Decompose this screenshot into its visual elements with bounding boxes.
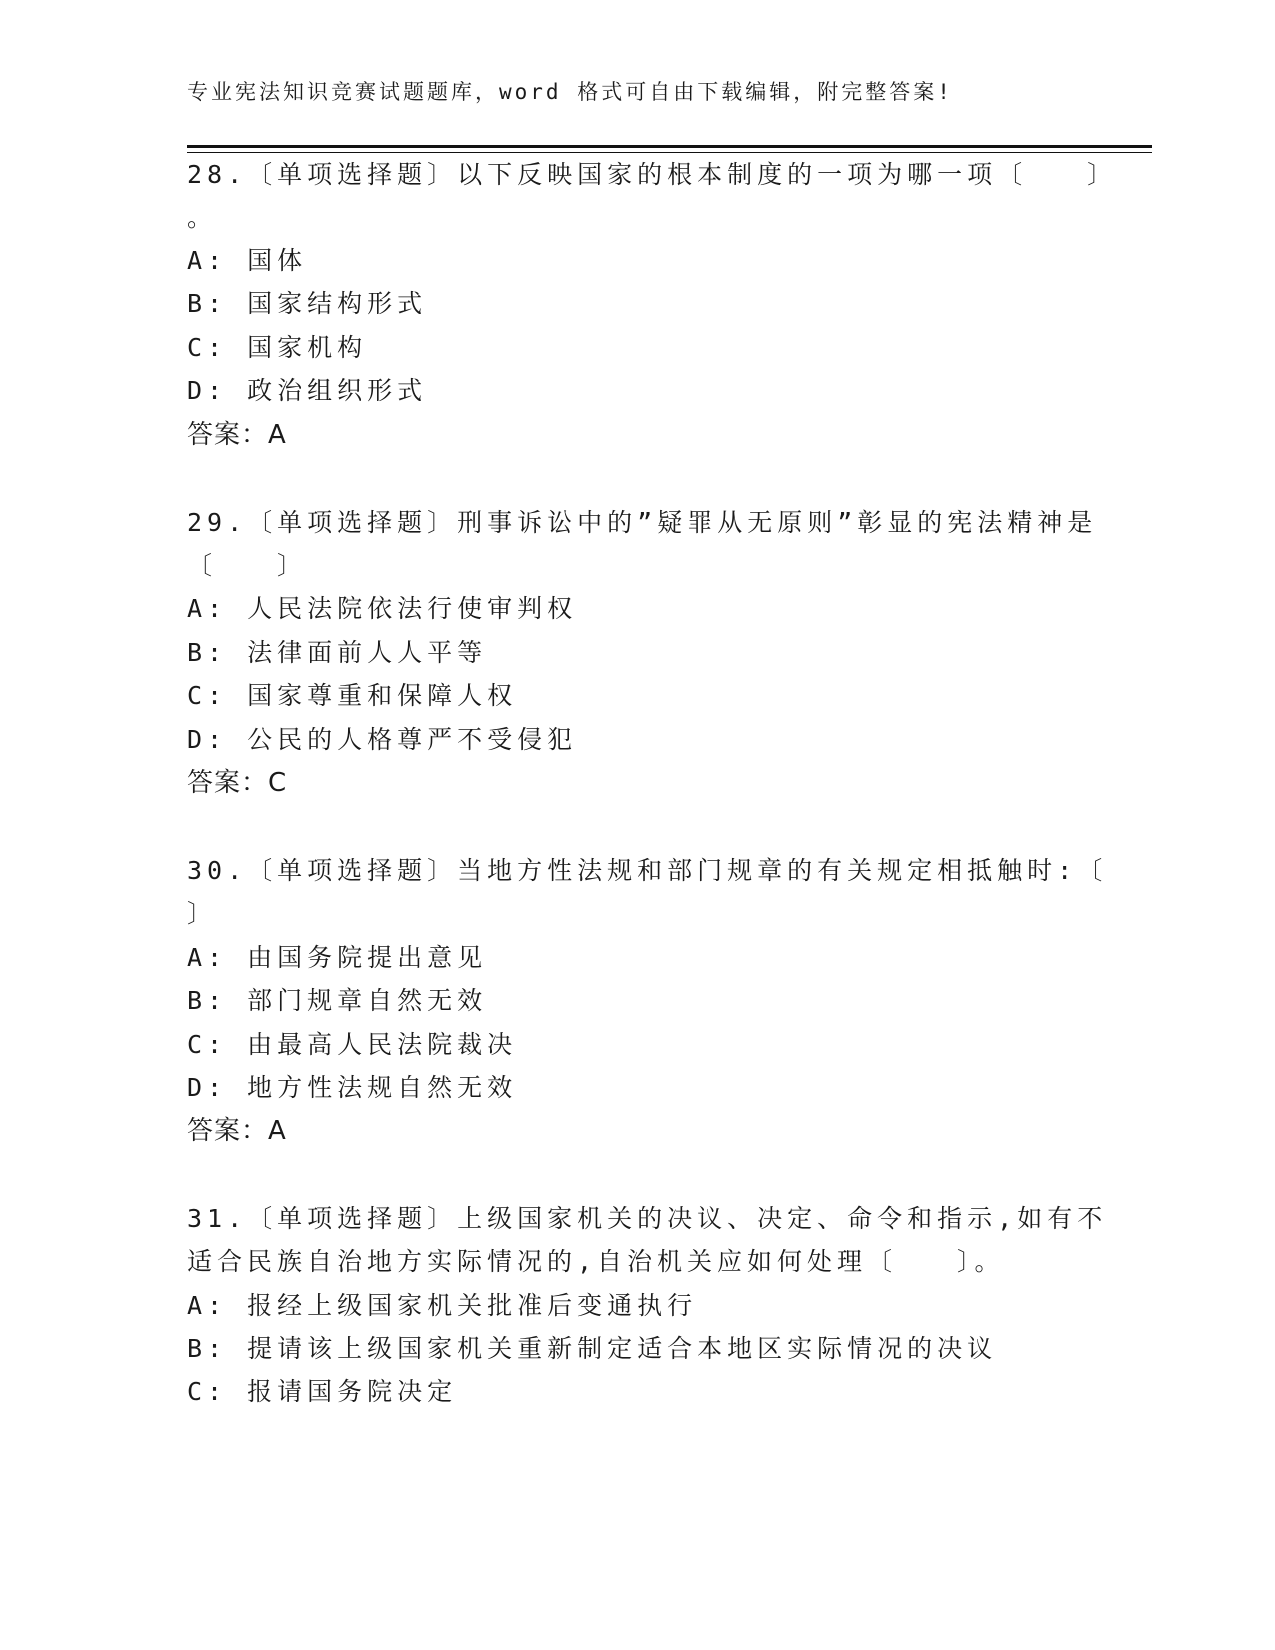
answer: 答案：A	[187, 420, 287, 450]
option-b: B: 提请该上级国家机关重新制定适合本地区实际情况的决议	[187, 1334, 998, 1363]
question-stem-continuation: 〕	[187, 899, 218, 928]
question-stem-continuation: 适合民族自治地方实际情况的,自治机关应如何处理〔 〕。	[187, 1247, 1005, 1276]
question-stem: 31.〔单项选择题〕上级国家机关的决议、决定、命令和指示,如有不	[187, 1204, 1108, 1233]
option-a: A: 人民法院依法行使审判权	[187, 594, 578, 623]
option-a: A: 由国务院提出意见	[187, 943, 488, 972]
option-b: B: 部门规章自然无效	[187, 986, 488, 1015]
option-c: C: 国家机构	[187, 333, 368, 362]
option-c: C: 国家尊重和保障人权	[187, 681, 518, 710]
option-d: D: 公民的人格尊严不受侵犯	[187, 725, 578, 754]
option-c: C: 由最高人民法院裁决	[187, 1030, 518, 1059]
option-a: A: 国体	[187, 246, 308, 275]
question-stem: 30.〔单项选择题〕当地方性法规和部门规章的有关规定相抵触时:〔	[187, 856, 1108, 885]
page-header: 专业宪法知识竞赛试题题库，word 格式可自由下载编辑，附完整答案!	[187, 80, 953, 104]
option-d: D: 政治组织形式	[187, 376, 428, 405]
option-b: B: 法律面前人人平等	[187, 638, 488, 667]
answer: 答案：C	[187, 768, 288, 798]
question-stem: 29.〔单项选择题〕刑事诉讼中的”疑罪从无原则”彰显的宪法精神是	[187, 508, 1098, 537]
option-b: B: 国家结构形式	[187, 289, 428, 318]
option-d: D: 地方性法规自然无效	[187, 1073, 518, 1102]
question-stem: 28.〔单项选择题〕以下反映国家的根本制度的一项为哪一项〔 〕	[187, 160, 1118, 189]
question-stem-continuation: 〔 〕	[187, 551, 308, 580]
header-divider	[187, 145, 1152, 153]
option-a: A: 报经上级国家机关批准后变通执行	[187, 1291, 698, 1320]
answer: 答案：A	[187, 1116, 287, 1146]
question-stem-continuation: 。	[187, 203, 218, 232]
option-c: C: 报请国务院决定	[187, 1377, 458, 1406]
